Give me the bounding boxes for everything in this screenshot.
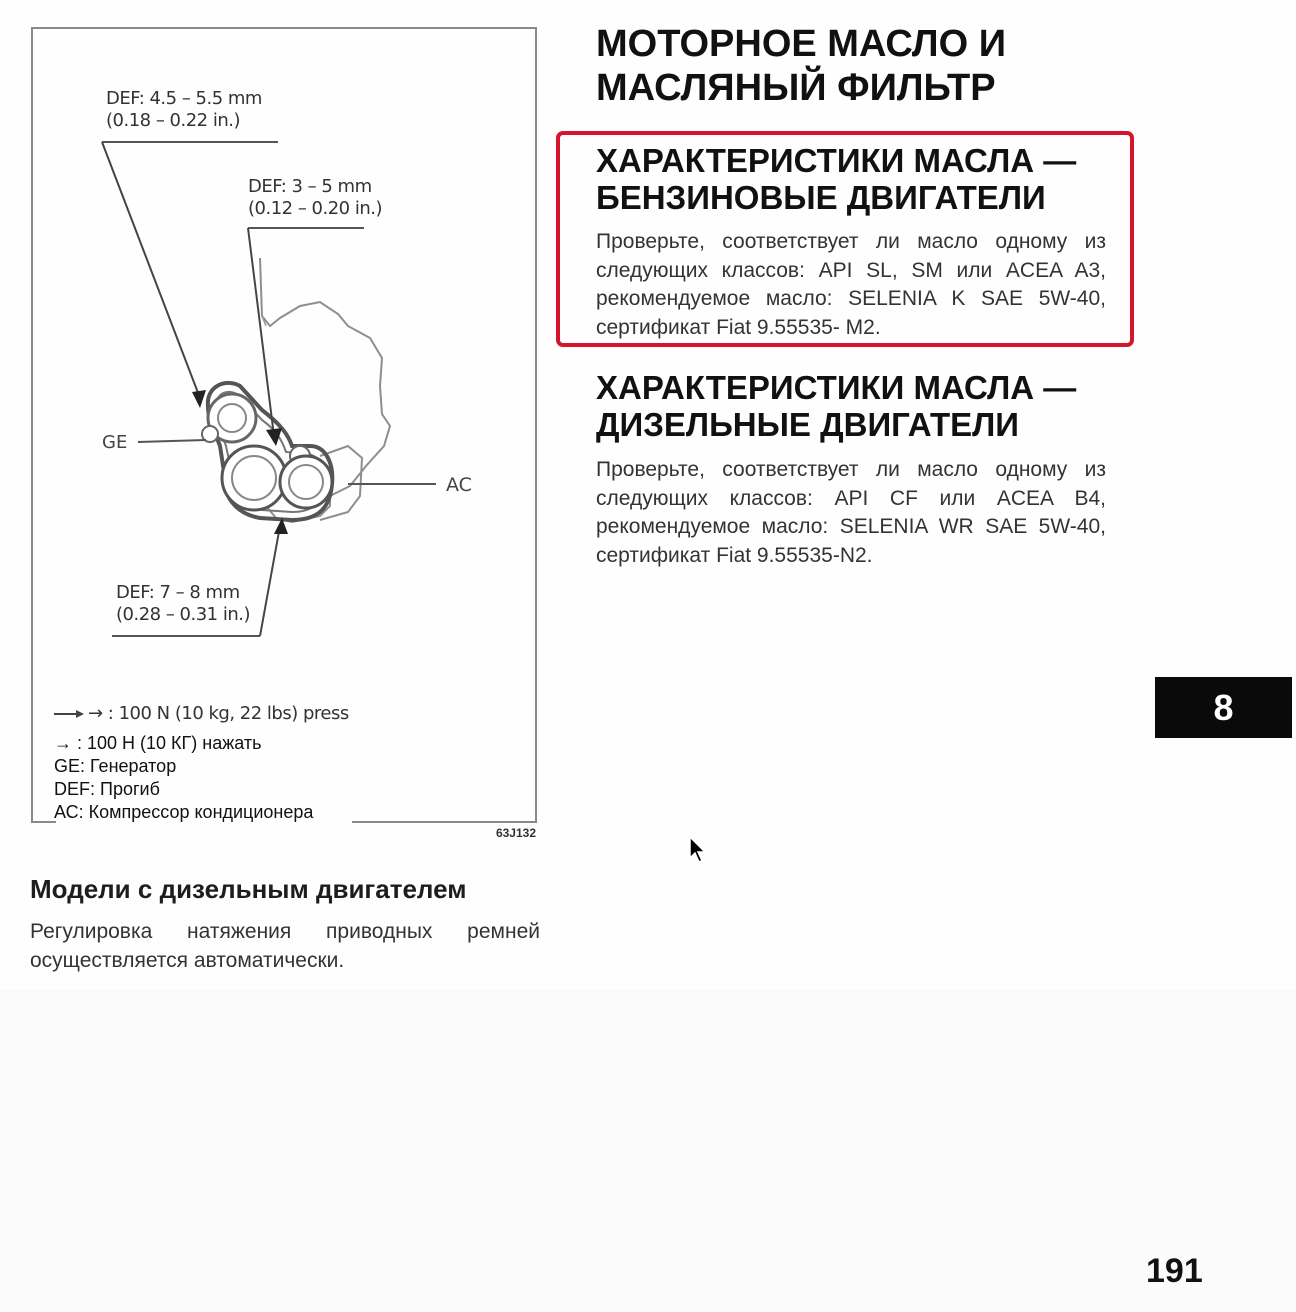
page-bottom-shade [0, 990, 1296, 1312]
legend-row-ac: АС: Компрессор кондиционера [54, 802, 314, 822]
def-label-top: DEF: 4.5 – 5.5 mm (0.18 – 0.22 in.) [106, 88, 262, 131]
petrol-oil-title: ХАРАКТЕРИСТИКИ МАСЛА — БЕНЗИНОВЫЕ ДВИГАТЕЛИ [596, 142, 1077, 216]
legend-row-ge: GE: Генератор [54, 756, 177, 776]
diesel-oil-text: Проверьте, соответствует ли масло одному из следующих классов: API CF или ACEA B4, рекомендуемое масло: SELENIA WR SAE 5W-40, сертификат Fiat 9.55535-N2. [596, 458, 1106, 567]
ac-label: AC [446, 474, 472, 496]
legend-row-def: DEF: Прогиб [54, 779, 160, 799]
petrol-oil-text: Проверьте, соответствует ли масло одному из следующих классов: API SL, SM или ACEA A3, рекомендуемое масло: SELENIA K SAE 5W-40, сертификат Fiat 9.55535- M2. [596, 230, 1106, 339]
compressor-pulley [280, 456, 332, 508]
figure-code: 63J132 [495, 826, 536, 840]
diesel-models-heading: Модели с дизельным двигателем [30, 874, 467, 904]
def-label-mid: DEF: 3 – 5 mm (0.12 – 0.20 in.) [248, 176, 382, 219]
belt-tension-figure [30, 26, 538, 840]
page-number: 191 [1146, 1252, 1203, 1290]
mouse-pointer-icon [688, 836, 706, 869]
ge-label: GE [102, 432, 128, 453]
figure-legend [54, 732, 313, 824]
legend-row-press: → : 100 Н (10 КГ) нажать [54, 733, 262, 753]
diesel-oil-title: ХАРАКТЕРИСТИКИ МАСЛА — ДИЗЕЛЬНЫЕ ДВИГАТЕЛИ [596, 369, 1077, 443]
leader-line-top [102, 142, 200, 398]
leader-line-bottom [260, 526, 280, 636]
page-title: МОТОРНОЕ МАСЛО И МАСЛЯНЫЙ ФИЛЬТР [596, 23, 1007, 109]
def-label-bottom: DEF: 7 – 8 mm (0.28 – 0.31 in.) [116, 582, 250, 625]
press-label-en: → : 100 N (10 kg, 22 lbs) press [88, 703, 349, 724]
diesel-models-text: Регулировка натяжения приводных ремней осуществляется автоматически. [30, 920, 540, 972]
chapter-tab[interactable]: 8 [1155, 677, 1292, 738]
ge-leader [138, 440, 206, 442]
